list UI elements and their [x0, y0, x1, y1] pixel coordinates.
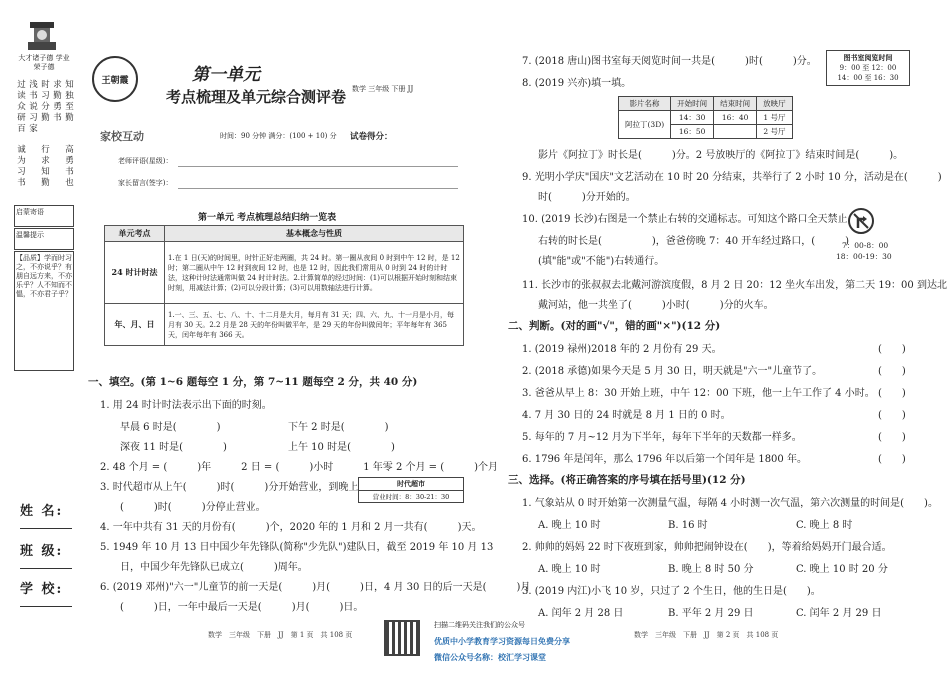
summary-table [104, 225, 464, 346]
score-label: 试卷得分： [350, 132, 393, 142]
unit-title: 第一单元 [192, 65, 260, 85]
question: 10. (2019 长沙)右图是一个禁止右转的交通标志。可知这个路口全天禁止 [522, 214, 848, 225]
library-hours-box [826, 50, 910, 86]
sidebar-motto: 大才诸子德 学业荣子德 [18, 54, 70, 71]
library-hours-line: 14：00 至 16：30 [837, 74, 899, 82]
answer-paren[interactable]: ( ) [878, 366, 906, 377]
table-row [619, 111, 793, 125]
school-field[interactable] [20, 606, 72, 607]
question: 影片《阿拉丁》时长是( )分。2 号放映厅的《阿拉丁》结束时间是( )。 [538, 150, 904, 161]
sidebar-column: 过读众研百 [17, 80, 26, 134]
page-footer: 数学 三年级 下册 JJ 第 1 页 共 108 页 [208, 631, 353, 639]
sign-time: 18：00-19：30 [836, 252, 892, 261]
question: 8. (2019 兴亦)填一填。 [522, 78, 632, 89]
question: 下午 2 时是( ) [288, 422, 389, 433]
movie-table [618, 96, 793, 139]
choice-option[interactable]: C. 晚上 8 时 [796, 520, 853, 531]
table-header: 放映厅 [757, 97, 793, 111]
logo-icon [92, 56, 138, 102]
table-cell: 16：50 [671, 125, 714, 139]
choice-option[interactable]: A. 晚上 10 时 [538, 520, 601, 531]
promo-line: 微信公众号名称：校汇学习课堂 [434, 652, 546, 662]
table-header: 影片名称 [619, 97, 671, 111]
choice-option[interactable]: B. 晚上 8 时 50 分 [668, 564, 754, 575]
section-choice: 三、选择。(将正确答案的序号填在括号里)(12 分) [508, 474, 746, 486]
question: 上午 10 时是( ) [288, 442, 395, 453]
table-cell: 1 号厅 [757, 111, 793, 125]
question: 6. (2019 邓州)"六一"儿童节的前一天是( )月( )日，4 月 30 日的后一天是( )月 [100, 582, 531, 593]
sidebar-quote-box: 【品质】学而时习之，不亦说乎？有朋自远方来，不亦乐乎？人不知而不愠，不亦君子乎？ [14, 251, 74, 371]
question: 日，中国少年先锋队已成立( )周年。 [120, 562, 308, 573]
subject-tags: 数学 三年级 下册 JJ [352, 85, 414, 93]
sidebar-column: 诚为习书 [17, 145, 26, 188]
table-row [105, 304, 464, 346]
answer-paren[interactable]: ( ) [878, 432, 906, 443]
choice-option[interactable]: B. 平年 2 月 29 日 [668, 608, 754, 619]
table-cell: 14：30 [671, 111, 714, 125]
teacher-comment-line[interactable] [178, 166, 458, 167]
section-fill-blank: 一、填空。(第 1~6 题每空 1 分，第 7~11 题每空 2 分，共 40 分) [88, 376, 418, 388]
time-info: 时间：90 分钟 满分：(100 + 10) 分 [220, 132, 337, 140]
promo-line: 优质中小学教育学习资源每日免费分享 [434, 636, 570, 646]
teacher-comment: 老师评语(星级)： [118, 157, 173, 165]
library-hours-title: 图书室阅览时间 [843, 53, 893, 62]
choice-option[interactable]: C. 闰年 2 月 29 日 [796, 608, 882, 619]
school-label: 学 校: [20, 582, 64, 597]
store-hours-box [358, 477, 464, 503]
store-hours-title: 时代超市 [359, 478, 463, 491]
table-cell[interactable] [714, 125, 757, 139]
class-field[interactable] [20, 568, 72, 569]
qr-code-icon[interactable] [384, 620, 420, 656]
parent-message: 家长留言(签字)： [118, 179, 173, 187]
question: 5. 1949 年 10 月 13 日中国少年先锋队(简称"少先队")建队日，截至 2019 年 10 月 13 [100, 542, 494, 553]
question: 11. 长沙市的张叔叔去北戴河游滨度假，8 月 2 日 20：12 坐火车出发，第二天 19：00 到达北 [522, 280, 947, 291]
question: 4. 一年中共有 31 天的月份有( )个，2020 年的 1 月和 2 月一共有( )天。 [100, 522, 482, 533]
answer-paren[interactable]: ( ) [878, 454, 906, 465]
question: ( )日，一年中最后一天是( )月( )日。 [120, 602, 364, 613]
library-hours-line: 9：00 至 12：00 [839, 64, 897, 72]
answer-paren[interactable]: ( ) [878, 388, 906, 399]
question: 时( )分开始的。 [538, 192, 636, 203]
table-cell: 1.在 1 日(天)的时间里，时针正好走两圈，共 24 时。第一圈从夜间 0 时到中午 12 时，是 12 时；第二圈从中午 12 时到夜间 12 时，也是 12 时，因此我们常用从 0 时到 24 时的计时法，这种计时法通常叫做 24 时计时法。2.计算简单的经过时间：(1)可以根据开始时刻和结束时刻，用减法计算；(2)可以分段计算；(3)可以用数轴法进行计算。 [165, 242, 464, 304]
paper-title: 考点梳理及单元综合测评卷 [166, 88, 347, 106]
store-hours-text: 营业时间：8：30-21：30 [372, 493, 450, 501]
table-row [105, 242, 464, 304]
name-field[interactable] [20, 528, 72, 529]
mascot-icon [24, 18, 60, 52]
question: 9. 光明小学庆"国庆"文艺活动在 10 时 20 分结束，共举行了 2 小时 10 分，活动是在( ) [522, 172, 942, 183]
sidebar-column: 高勇书也 [65, 145, 74, 188]
sidebar-column: 求勤勇书 [53, 80, 62, 123]
choice-option[interactable]: A. 晚上 10 时 [538, 564, 601, 575]
choice-option[interactable]: B. 16 时 [668, 520, 708, 531]
right-page [508, 0, 947, 673]
table-cell: 阿拉丁(3D) [619, 111, 671, 139]
judge-item: 2. (2018 承德)如果今天是 5 月 30 日，明天就是"六一"儿童节了。 [522, 366, 823, 377]
sidebar-note-box: 温馨提示 [14, 228, 74, 250]
parent-message-line[interactable] [178, 188, 458, 189]
question: ( )时( )分停止营业。 [120, 502, 266, 513]
section-judge: 二、判断。(对的画"√"，错的画"×")(12 分) [508, 320, 721, 332]
question: 右转的时长是( )，爸爸傍晚 7：40 开车经过路口，( ) [538, 236, 850, 247]
question: 7. (2018 唐山)图书室每天阅览时间一共是( )时( )分。 [522, 56, 817, 67]
interaction-label: 家校互动 [100, 130, 144, 143]
judge-item: 4. 7 月 30 日的 24 时就是 8 月 1 日的 0 时。 [522, 410, 731, 421]
table-cell: 24 时计时法 [105, 242, 165, 304]
judge-item: 3. 爸爸从早上 8：30 开始上班，中午 12：00 下班，他一上午工作了 4 小时。 [522, 388, 875, 399]
table-header: 结束时间 [714, 97, 757, 111]
table-cell: 16：40 [714, 111, 757, 125]
table-cell: 年、月、日 [105, 304, 165, 346]
answer-paren[interactable]: ( ) [878, 410, 906, 421]
logo-text: 王朝霞 [101, 75, 129, 86]
question: 1. 用 24 时计时法表示出下面的时刻。 [100, 400, 272, 411]
class-label: 班 级: [20, 544, 64, 559]
sidebar-column: 知独至勤 [65, 80, 74, 123]
judge-item: 5. 每年的 7 月~12 月为下半年，每年下半年的天数都一样多。 [522, 432, 802, 443]
question: 3. 时代超市从上午( )时( )分开始营业，到晚上 [100, 482, 359, 493]
judge-item: 6. 1796 年是闰年，那么 1796 年以后第一个闰年是 1800 年。 [522, 454, 807, 465]
judge-item: 1. (2019 禄州)2018 年的 2 月份有 29 天。 [522, 344, 722, 355]
sidebar-column: 浅书说习家 [29, 80, 38, 134]
sidebar-column: 行求知勤 [41, 145, 50, 188]
choice-question: 1. 气象站从 0 时开始第一次测量气温，每隔 4 小时测一次气温，第六次测量的时间是( )。 [522, 498, 938, 509]
page-footer: 数学 三年级 下册 JJ 第 2 页 共 108 页 [634, 631, 779, 639]
no-right-turn-icon [848, 208, 874, 234]
question: 深夜 11 时是( ) [120, 442, 227, 453]
choice-option[interactable]: A. 闰年 2 月 28 日 [538, 608, 624, 619]
sidebar-column: 时习分勤 [41, 80, 50, 123]
question: (填"能"或"不能")右转通行。 [538, 256, 665, 267]
sign-time: 7：00-8：00 [842, 241, 889, 250]
choice-question: 2. 帅帅的妈妈 22 时下夜班到家，帅帅把闹钟设在( )，等着给妈妈开门最合适。 [522, 542, 892, 553]
choice-option[interactable]: C. 晚上 10 时 20 分 [796, 564, 888, 575]
summary-title: 第一单元 考点梳理总结归纳一览表 [198, 213, 337, 223]
question: 戴河站，他一共坐了( )小时( )分的火车。 [538, 300, 774, 311]
question: 早晨 6 时是( ) [120, 422, 221, 433]
qr-caption: 扫描二维码关注我们的公众号 [434, 621, 525, 629]
table-cell: 1.一、三、五、七、八、十、十二月是大月，每月有 31 天；四、六、九、十一月是小月，每月有 30 天。2.2 月是 28 天的年份叫做平年，是 29 天的年份叫做闰年；平年每年有 365 天，闰年每年有 366 天。 [165, 304, 464, 346]
answer-paren[interactable]: ( ) [878, 344, 906, 355]
table-header: 基本概念与性质 [165, 226, 464, 242]
table-cell: 2 号厅 [757, 125, 793, 139]
question: 2. 48 个月 = ( )年 2 日 = ( )小时 1 年零 2 个月 = ( )个月 [100, 462, 499, 473]
sidebar-note-box: 启蒙寄语 [14, 205, 74, 227]
table-header: 开始时间 [671, 97, 714, 111]
name-label: 姓 名: [20, 504, 64, 519]
choice-question: 3. (2019 内江)小飞 10 岁，只过了 2 个生日，他的生日是( )。 [522, 586, 821, 597]
binding-sidebar [0, 0, 80, 673]
table-header: 单元考点 [105, 226, 165, 242]
